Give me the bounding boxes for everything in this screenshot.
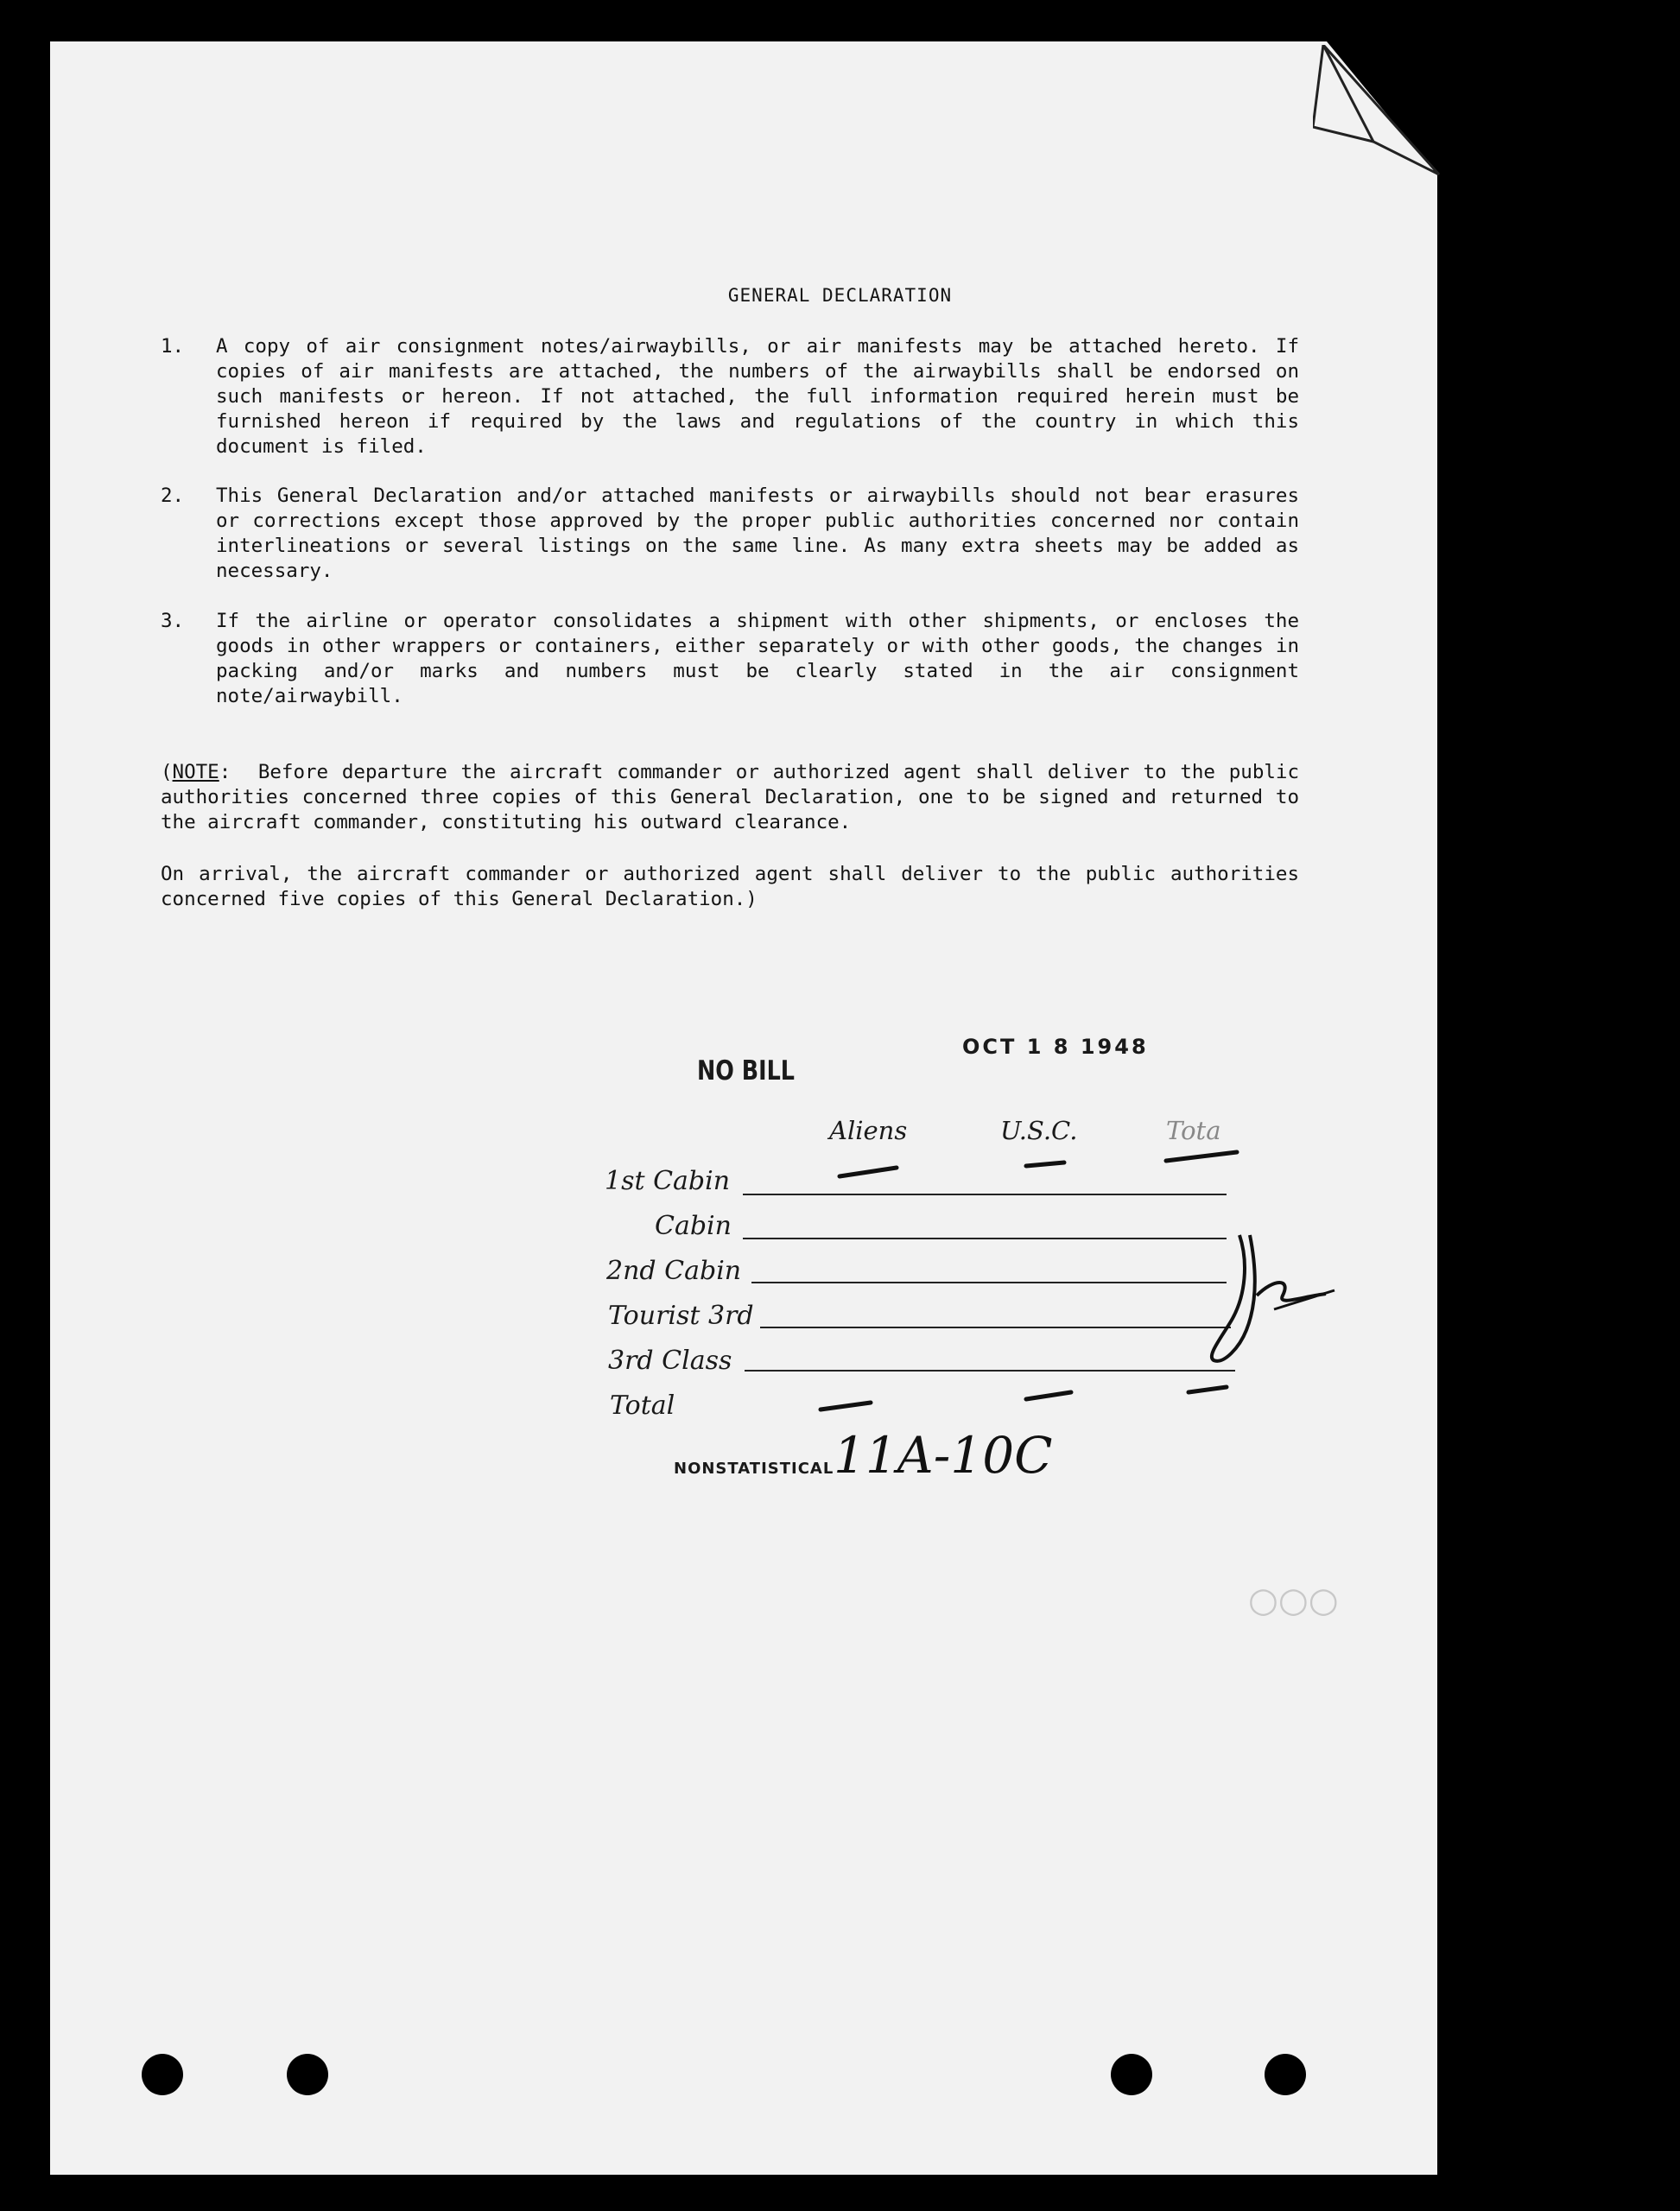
arrival-text: On arrival, the aircraft commander or authorized agent shall deliver to the public authorities concerned five copies of this General Declaration.) bbox=[161, 863, 1299, 910]
punch-hole bbox=[142, 2054, 183, 2095]
column-aliens: Aliens bbox=[829, 1116, 908, 1145]
column-total: Tota bbox=[1166, 1116, 1221, 1145]
paragraph-number: 2. bbox=[161, 485, 185, 507]
paragraph-number: 1. bbox=[161, 335, 185, 358]
paragraph-text: A copy of air consignment notes/airwaybills, or air manifests may be attached hereto. If copies of air manifests are attached, the numbers of the airwaybills shall be endorsed on such manifests or hereon. If not attached, the full information required herein must be furnished hereon if required by the laws and regulations of the country in which this document is filed. bbox=[216, 335, 1299, 458]
handwritten-initials bbox=[1205, 1226, 1352, 1365]
handwritten-form-code bbox=[834, 1425, 1110, 1486]
declaration-title: GENERAL DECLARATION bbox=[727, 285, 953, 306]
row-3rd-class: 3rd Class bbox=[608, 1346, 732, 1376]
no-bill-stamp: NO BILL bbox=[697, 1055, 795, 1086]
note-text: Before departure the aircraft commander or authorized agent shall deliver to the public authorities concerned three copies of this General Declaration, one to be signed and returned to the aircraft commander, constituting his outward clearance. bbox=[161, 761, 1300, 833]
date-stamp: OCT 1 8 1948 bbox=[962, 1035, 1149, 1059]
paragraph-text: If the airline or operator consolidates a shipment with other shipments, or encloses the goods in other wrappers or containers, either separately or with other goods, the changes in packing and/or marks and numbers must be clearly stated in the air consignment note/airwaybill. bbox=[216, 610, 1299, 707]
note-paragraph: (NOTE: Before departure the aircraft commander or authorized agent shall deliver to the public authorities concerned three copies of this General Declaration, one to be signed and returned to the aircraft commander, constituting his outward clearance. bbox=[161, 761, 1300, 833]
nonstatistical-stamp: NONSTATISTICAL bbox=[674, 1460, 834, 1478]
punch-hole bbox=[1111, 2054, 1152, 2095]
form-code-text: 11A-10C bbox=[834, 1426, 1053, 1485]
row-tourist-3rd: Tourist 3rd bbox=[608, 1301, 754, 1331]
row-cabin: Cabin bbox=[655, 1211, 732, 1241]
paragraph-text: This General Declaration and/or attached manifests or airwaybills should not bear erasures or corrections except those approved by the proper public authorities concerned nor contain interlineations or several listings on the same line. As many extra sheets may be added as necessary. bbox=[216, 485, 1299, 582]
row-2nd-cabin: 2nd Cabin bbox=[606, 1256, 742, 1286]
bleed-through-marks: ○○○ bbox=[1248, 1581, 1339, 1620]
punch-hole bbox=[287, 2054, 328, 2095]
punch-hole bbox=[1265, 2054, 1306, 2095]
row-total: Total bbox=[610, 1391, 675, 1421]
column-usc: U.S.C. bbox=[1000, 1116, 1078, 1145]
paragraph-number: 3. bbox=[161, 610, 185, 632]
row-1st-cabin: 1st Cabin bbox=[605, 1166, 731, 1196]
note-lead: NOTE bbox=[172, 761, 219, 783]
